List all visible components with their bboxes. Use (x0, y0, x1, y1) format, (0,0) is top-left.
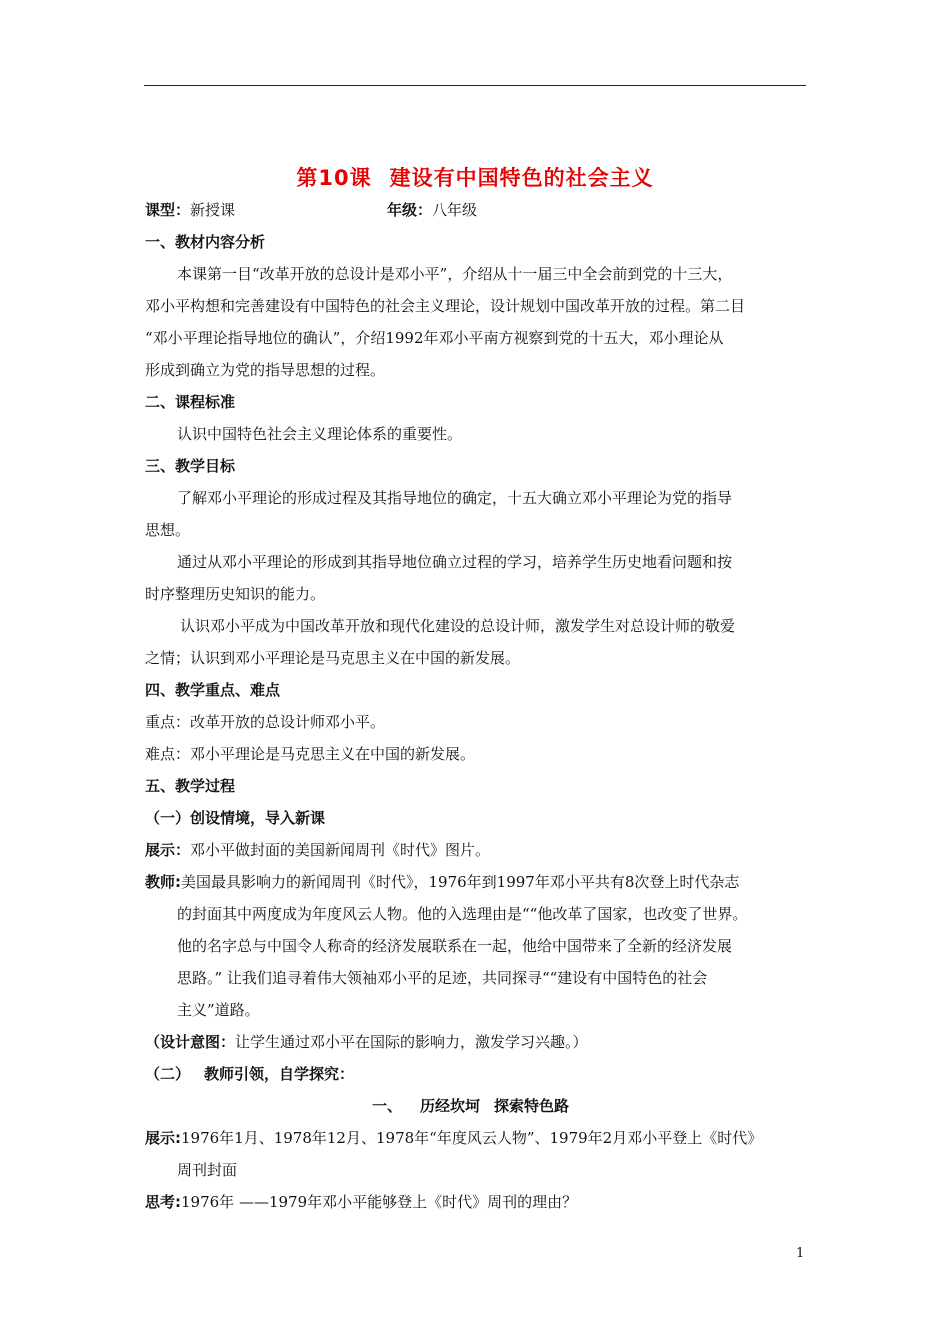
section-1-line: 本课第一目“改革开放的总设计是邓小平”，介绍从十一届三中全会前到党的十三大， (177, 265, 733, 283)
design-intent: （设计意图：让学生通过邓小平在国际的影响力，激发学习兴趣。） (145, 1033, 588, 1051)
lesson-subtitle: 建设有中国特色的社会主义 (389, 166, 654, 190)
teacher-line: 他的名字总与中国令人称奇的经济发展联系在一起，他给中国带来了全新的经济发展 (177, 937, 733, 955)
section-3-line: 认识邓小平成为中国改革开放和现代化建设的总设计师，激发学生对总设计师的敬爱 (180, 617, 736, 635)
section-1-line: 形成到确立为党的指导思想的过程。 (145, 361, 386, 379)
show-1: 展示：邓小平做封面的美国新闻周刊《时代》图片。 (145, 841, 491, 859)
section-3-line: 了解邓小平理论的形成过程及其指导地位的确定，十五大确立邓小平理论为党的指导 (177, 489, 733, 507)
meta-grade: 年级：八年级 (387, 201, 478, 219)
think-question: 思考:1976年 ——1979年邓小平能够登上《时代》周刊的理由？ (145, 1193, 578, 1211)
section-4-heading: 四、教学重点、难点 (145, 681, 281, 699)
section-3-line: 之情；认识到邓小平理论是马克思主义在中国的新发展。 (145, 649, 521, 667)
lesson-title (0, 162, 950, 192)
section-3-heading: 三、教学目标 (145, 457, 236, 475)
section-1-line: 邓小平构想和完善建设有中国特色的社会主义理论，设计规划中国改革开放的过程。第二目 (145, 297, 746, 315)
teacher-line: 思路。” 让我们追寻着伟大领袖邓小平的足迹，共同探寻““建设有中国特色的社会 (177, 969, 708, 987)
section-2-heading: 二、课程标准 (145, 393, 236, 411)
key-point: 重点：改革开放的总设计师邓小平。 (145, 713, 386, 731)
process-part-2: （二） 教师引领，自学探究： (145, 1065, 355, 1083)
show-2: 展示:1976年1月、1978年12月、1978年“年度风云人物”、1979年2月邓小平登上《时代》 (145, 1129, 763, 1147)
lesson-number: 第10课 (296, 166, 372, 190)
section-1-heading: 一、教材内容分析 (145, 233, 266, 251)
section-3-line: 思想。 (145, 521, 191, 539)
header-rule (144, 85, 806, 86)
subsection-1-heading: 一、 历经坎坷 探索特色路 (372, 1097, 570, 1115)
teacher-line: 教师:美国最具影响力的新闻周刊《时代》，1976年到1997年邓小平共有8次登上时代杂志 (145, 873, 740, 891)
meta-type: 课型：新授课 (145, 201, 236, 219)
section-3-line: 时序整理历史知识的能力。 (145, 585, 326, 603)
teacher-line: 主义”道路。 (177, 1001, 260, 1019)
show-2-line: 周刊封面 (177, 1161, 238, 1179)
section-2-line: 认识中国特色社会主义理论体系的重要性。 (177, 425, 463, 443)
process-part-1: （一）创设情境，导入新课 (145, 809, 326, 827)
page-number: 1 (796, 1246, 805, 1261)
section-5-heading: 五、教学过程 (145, 777, 236, 795)
teacher-line: 的封面其中两度成为年度风云人物。他的入选理由是““他改革了国家，也改变了世界。 (177, 905, 748, 923)
difficult-point: 难点：邓小平理论是马克思主义在中国的新发展。 (145, 745, 476, 763)
section-3-line: 通过从邓小平理论的形成到其指导地位确立过程的学习，培养学生历史地看问题和按 (177, 553, 733, 571)
section-1-line: “邓小平理论指导地位的确认”，介绍1992年邓小平南方视察到党的十五大，邓小理论从 (145, 329, 724, 347)
